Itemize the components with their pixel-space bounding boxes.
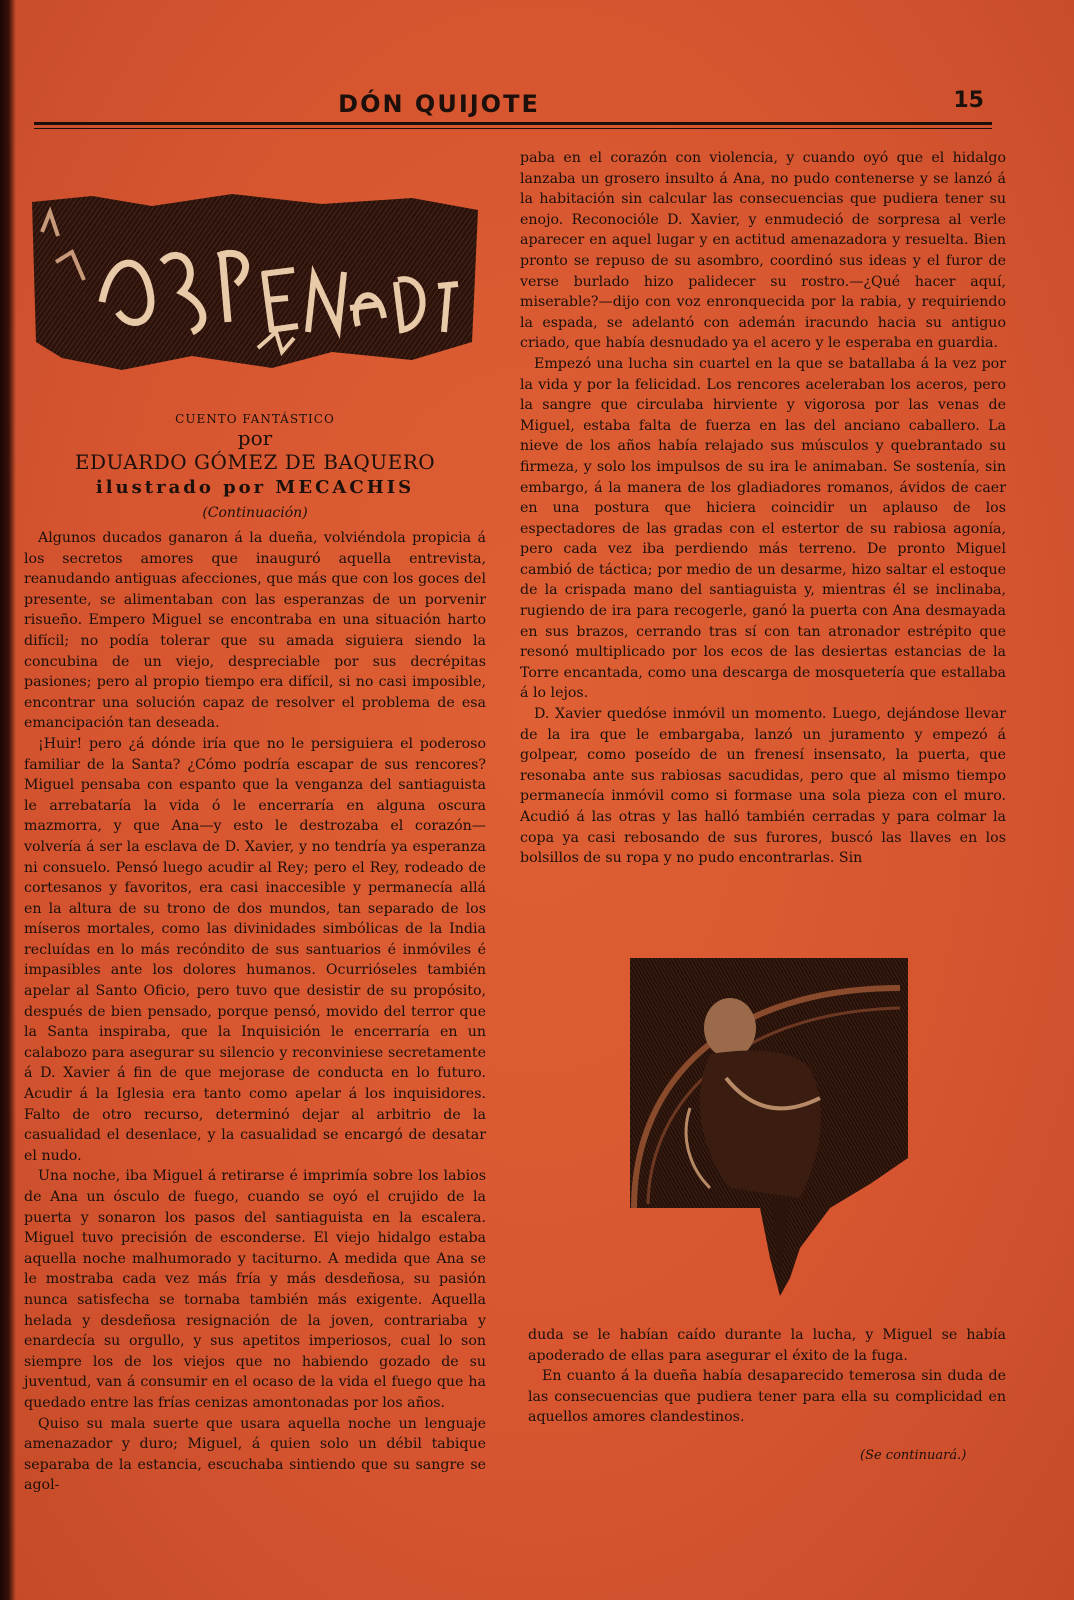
paragraph: Quiso su mala suerte que usara aquella noche un lenguaje amenazador y duro; Miguel, á quien solo un débil tabique separaba de la estancia, escuchaba sintiendo que su sangre se agol- [24, 1415, 486, 1494]
binding-edge [0, 0, 16, 1600]
paragraph: Algunos ducados ganaron á la dueña, volviéndola propicia á los secretos amores que inauguró aquella entrevista, reanudando antiguas afecciones, que más que con los goces del presente, se alimentaban con las esperanzas de un porvenir risueño. Empero Miguel se encontraba en una situación harto difícil; no podía tolerar que su amada siguiera siendo la concubina de un viejo, despreciable por sus decrépitas pasiones; pero al propio tiempo era difícil, si no casi imposible, encontrar una solución capaz de resolver el problema de esa emancipación tan deseada. [24, 530, 486, 732]
continuation-note: (Continuación) [202, 505, 308, 521]
story-genre: CUENTO FANTÁSTICO [175, 412, 335, 426]
right-column-bottom [528, 1325, 1006, 1428]
paragraph: En cuanto á la dueña había desaparecido temerosa sin duda de las consecuencias que pudiera tener para ella su complicidad en aquellos amores clandestinos. [528, 1368, 1006, 1426]
story-illustrator: ilustrado por MECACHIS [95, 477, 415, 498]
title-illustration [32, 192, 480, 380]
paragraph: ¡Huir! pero ¿á dónde iría que no le persiguiera el poderoso familiar de la Santa? ¿Cómo podría escapar de sus rencores? Miguel pensaba con espanto que la venganza del santiaguista le arrebataría la vida ó le encerraría en alguna oscura mazmorra, y que Ana—y esto le destrozaba el corazón—volvería á ser la esclava de D. Xavier, y no tendría ya esperanza ni consuelo. Pensó luego acudir al Rey; pero el Rey, rodeado de cortesanos y favoritos, era casi inaccesible y permanecía allá en la altura de su trono de dos mundos, tan separado de los míseros mortales, como las divinidades simbólicas de la India recluídas en lo más recóndito de sus santuarios é inmóviles é impasibles ante los dolores humanos. Ocurrióseles también apelar al Santo Oficio, pero tuvo que desistir de su propósito, después de bien pensado, porque pensó, movido del terror que la Santa inspiraba, que la Inquisición le encerraría en un calabozo para asegurar su silencio y reconviniese secretamente á D. Xavier á fin de que mejorase de conducta en lo futuro. Acudir á la Iglesia era tanto como apelar á los inquisidores. Falto de otro recurso, determinó dejar al arbitrio de la casualidad el desenlace, y la casualidad se encargó de desatar el nudo. [24, 735, 486, 1164]
header-rule [34, 122, 992, 125]
page-number: 15 [953, 88, 984, 113]
left-column [24, 528, 486, 1496]
header-rule-thin [34, 128, 992, 129]
paragraph: Una noche, iba Miguel á retirarse é imprimía sobre los labios de Ana un ósculo de fuego, cuando se oyó el crujido de la puerta y sonaron los pasos del santiaguista en la escalera. Miguel tuvo precisión de esconderse. El viejo hidalgo estaba aquella noche malhumorado y taciturno. A medida que Ana se le mostraba cada vez más fría y más desdeñosa, su pasión nunca satisfecha se tornaba también más exigente. Aquella helada y desdeñosa resignación de la joven, contrariaba y enardecía su orgullo, y sus apetitos imperiosos, cual lo son siempre los de los viejos que no habiendo gozado de su juventud, van á consumir en el ocaso de la vida el fuego que ha quedado entre las frías cenizas amontonadas por los años. [24, 1168, 486, 1411]
paragraph: paba en el corazón con violencia, y cuando oyó que el hidalgo lanzaba un grosero insulto á Ana, no pudo contenerse y se lanzó á la habitación sin calcular las consecuencias que pudiera tener su enojo. Reconocióle D. Xavier, y enmudeció de sorpresa al verle aparecer en aquel lugar y en actitud amenazadora y resuelta. Bien pronto se repuso de su asombro, coordinó sus ideas y el furor de verse burlado hizo palidecer su rostro.—¿Qué hacer aquí, miserable?—dijo con voz enronquecida por la rabia, y requiriendo la espada, se adelantó con ademán iracundo hacia su antiguo criado, que había desnudado ya el acero y le esperaba en guardia. [520, 150, 1006, 352]
paragraph: D. Xavier quedóse inmóvil un momento. Luego, dejándose llevar de la ira que le embargaba, lanzó un juramento y empezó á golpear, como poseído de un frenesí insensato, la puerta, que resonaba ante sus rabiosas sacudidas, pero que al mismo tiempo permanecía inmóvil como si formase una sola pieza con el muro. Acudió á las otras y las halló también cerradas y para colmar la copa ya casi rebosando de sus furores, buscó las llaves en los bolsillos de su ropa y no pudo encontrarlas. Sin [520, 706, 1006, 867]
paragraph: Empezó una lucha sin cuartel en la que se batallaba á la vez por la vida y por la felicidad. Los rencores aceleraban los aceros, pero la sangre que circulaba hirviente y vigorosa por las venas de Miguel, estaba falta de fuerza en las del anciano caballero. La nieve de los años había relajado sus músculos y quebrantado su firmeza, y solo los impulsos de su ira le animaban. Se sostenía, sin embargo, á la manera de los gladiadores romanos, ávidos de caer en una postura que hiciera coincidir un aplauso de los espectadores de las gradas con el estertor de su rabiosa agonía, pero cada vez iba perdiendo más terreno. De pronto Miguel cambió de táctica; por medio de un desarme, hizo saltar el estoque de la crispada mano del santiaguista y, mientras él se inclinaba, rugiendo de ira para recogerle, ganó la puerta con Ana desmayada en sus brazos, cerrando tras sí con tan atronador estrépito que resonó multiplicado por los ecos de las desiertas estancias de la Torre encantada, como una descarga de mosquetería que estallaba á lo lejos. [520, 355, 1006, 702]
right-column-top [520, 148, 1006, 869]
masthead [34, 86, 984, 124]
story-author: EDUARDO GÓMEZ DE BAQUERO [74, 450, 436, 474]
publication-title: DÓN QUIJOTE [338, 90, 540, 118]
byline-por: por [237, 426, 273, 450]
to-be-continued: (Se continuará.) [860, 1448, 967, 1463]
scene-illustration [630, 958, 908, 1296]
paragraph: duda se le habían caído durante la lucha, y Miguel se había apoderado de ellas para asegurar el éxito de la fuga. [528, 1327, 1006, 1364]
